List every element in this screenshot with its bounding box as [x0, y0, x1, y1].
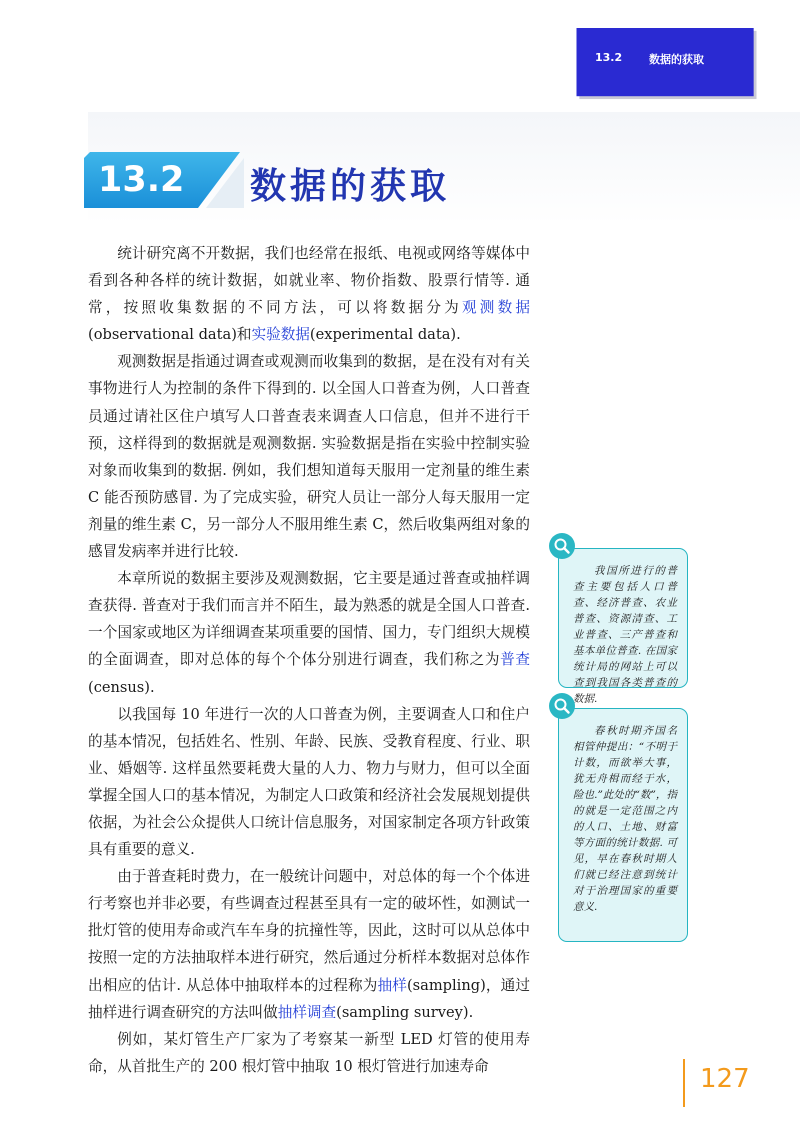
- paragraph: 以我国每 10 年进行一次的人口普查为例，主要调查人口和住户的基本情况，包括姓名、性别、年龄、民族、受教育程度、行业、职业、婚姻等. 这样虽然要耗费大量的人力、物力与财力，但可以全面掌握全国人口的基本情况，为制定人口政策和经济社会发展规划提供依据，为社会公众提供人口统计信息服务，对国家制定各项方针政策具有重要的意义.: [88, 705, 530, 859]
- page-number-rule: [683, 1059, 685, 1107]
- paragraph: 统计研究离不开数据，我们也经常在报纸、电视或网络等媒体中看到各种各样的统计数据，如就业率、物价指数、股票行情等. 通常，按照收集数据的不同方法，可以将数据分为观测数据(observational data)和实验数据(experimental data).: [88, 245, 530, 344]
- header-section-title: 数据的获取: [649, 53, 704, 66]
- term-sampling-survey: 抽样调查: [277, 1003, 337, 1021]
- term-sampling: 抽样: [377, 976, 407, 994]
- page-number: 127: [700, 1064, 750, 1094]
- side-note-text: 我国所进行的普查主要包括人口普查、经济普查、农业普查、资源清查、工业普查、三产普查和基本单位普查. 在国家统计局的网站上可以查到我国各类普查的数据.: [573, 565, 677, 705]
- term-census: 普查: [500, 651, 530, 669]
- section-number: 13.2: [98, 160, 185, 200]
- side-note: [558, 708, 688, 942]
- main-text: [88, 240, 530, 1080]
- header-section-number: 13.2: [595, 51, 623, 64]
- side-note: [558, 548, 688, 705]
- paragraph: 本章所说的数据主要涉及观测数据，它主要是通过普查或抽样调查获得. 普查对于我们而言并不陌生，最为熟悉的就是全国人口普查. 一个国家或地区为详细调查某项重要的国情、国力，专门组织大规模的全面调查，即对总体的每个个体分别进行调查，我们称之为普查(census).: [88, 570, 530, 696]
- section-title: 数据的获取: [250, 166, 451, 207]
- magnifier-icon: [548, 532, 576, 560]
- term-observational-data: 观测数据: [461, 299, 530, 317]
- paragraph: 例如，某灯管生产厂家为了考察某一新型 LED 灯管的使用寿命，从首批生产的 200 根灯管中抽取 10 根灯管进行加速寿命: [88, 1030, 530, 1075]
- side-note-text: 春秋时期齐国名相管仲提出：“不明于计数，而欲举大事，犹无舟楫而经于水，险也.”此处的“数”，指的就是一定范围之内的人口、土地、财富等方面的统计数据. 可见，早在春秋时期人们就已经注意到统计对于治理国家的重要意义.: [573, 725, 677, 913]
- magnifier-icon: [548, 692, 576, 720]
- paragraph: 由于普查耗时费力，在一般统计问题中，对总体的每一个个体进行考察也并非必要，有些调查过程甚至具有一定的破坏性，如测试一批灯管的使用寿命或汽车车身的抗撞性等，因此，这时可以从总体中按照一定的方法抽取样本进行研究，然后通过分析样本数据对总体作出相应的估计. 从总体中抽取样本的过程称为抽样(sampling)，通过抽样进行调查研究的方法叫做抽样调查(sampling survey).: [88, 868, 530, 1021]
- term-experimental-data: 实验数据: [251, 326, 310, 344]
- paragraph: 观测数据是指通过调查或观测而收集到的数据，是在没有对有关事物进行人为控制的条件下得到的. 以全国人口普查为例，人口普查员通过请社区住户填写人口普查表来调查人口信息，但并不进行干预，这样得到的数据就是观测数据. 实验数据是指在实验中控制实验对象而收集到的数据. 例如，我们想知道每天服用一定剂量的维生素 C 能否预防感冒. 为了完成实验，研究人员让一部分人每天服用一定剂量的维生素 C，另一部分人不服用维生素 C，然后收集两组对象的感冒发病率并进行比较.: [88, 353, 530, 561]
